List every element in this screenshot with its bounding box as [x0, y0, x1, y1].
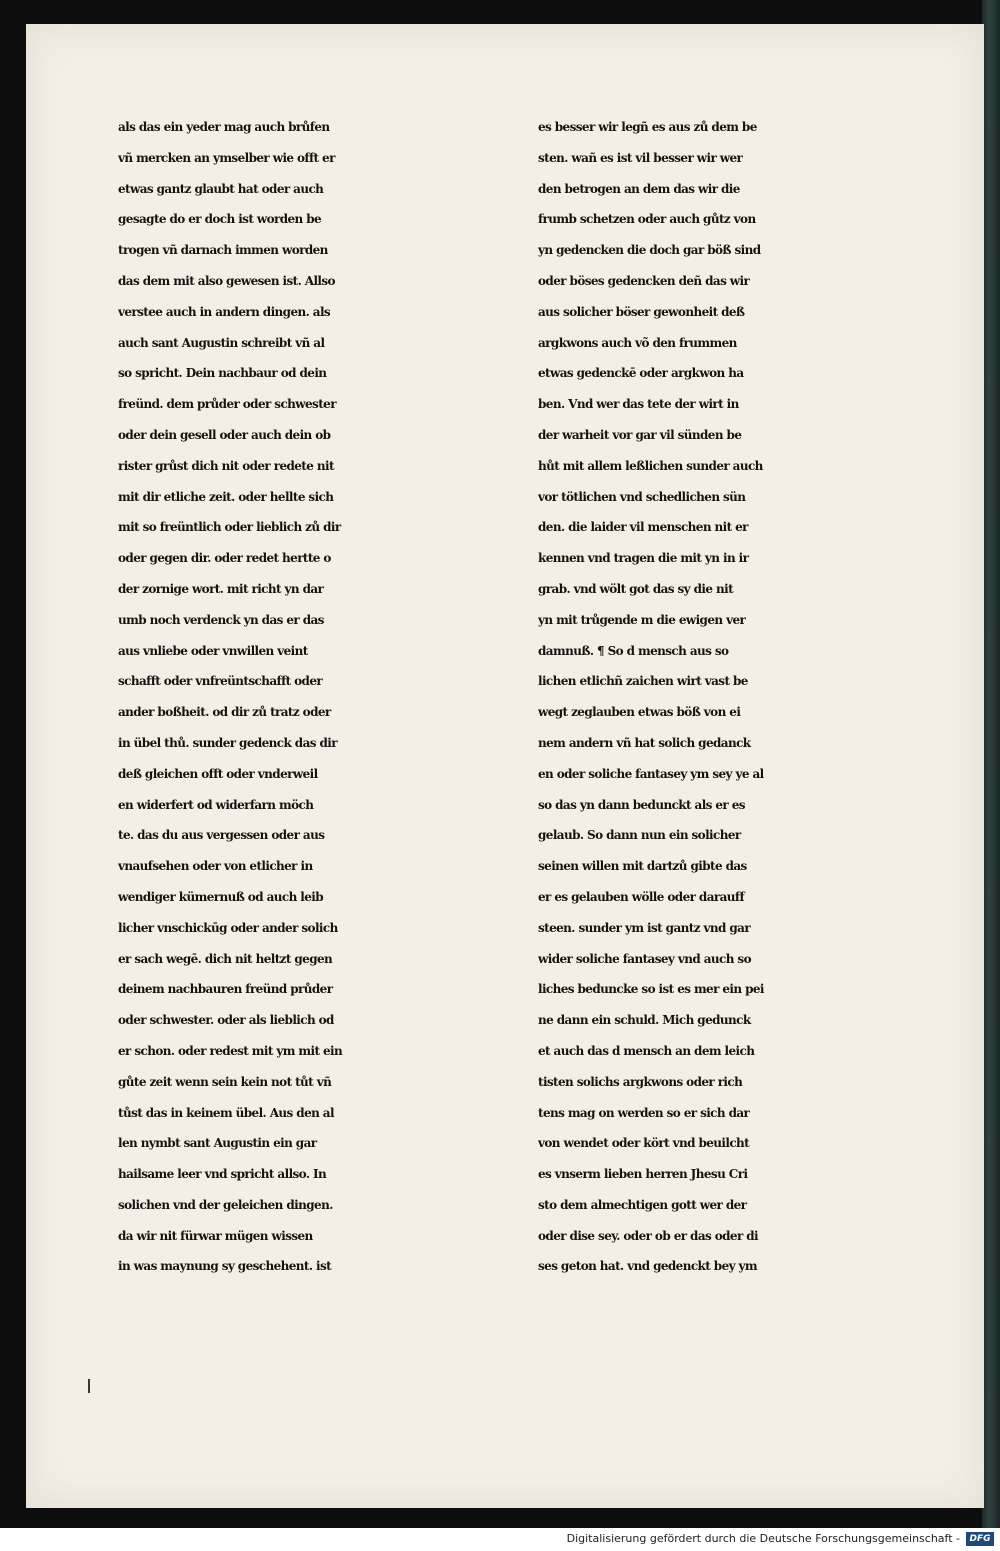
text-line: so spricht. Dein nachbaur od dein	[118, 366, 327, 381]
text-line: als das ein yeder mag auch brůfen	[118, 120, 330, 134]
text-line: trogen vñ darnach immen worden	[118, 243, 328, 258]
text-line: er schon. oder redest mit ym mit ein	[118, 1043, 343, 1058]
text-line: mit so freüntlich oder lieblich zů dir	[118, 520, 341, 535]
text-line: vñ mercken an ymselber wie offt er	[118, 150, 335, 165]
text-line: ne dann ein schuld. Mich gedunck	[538, 1013, 751, 1028]
text-line: gelaub. So dann nun ein solicher	[538, 828, 741, 843]
text-column-right	[538, 112, 938, 1282]
text-line: in übel thů. sunder gedenck das dir	[118, 735, 337, 750]
text-line: hůt mit allem leßlichen sunder auch	[538, 458, 763, 473]
text-line: deinem nachbauren freünd průder	[118, 982, 333, 997]
text-line: et auch das d mensch an dem leich	[538, 1043, 755, 1058]
text-line: deß gleichen offt oder vnderweil	[118, 766, 318, 781]
text-line: argkwons auch võ den frummen	[538, 335, 737, 350]
text-line: so das yn dann bedunckt als er es	[538, 797, 745, 812]
text-line: er sach wegē. dich nit heltzt gegen	[118, 951, 333, 966]
text-line: oder gegen dir. oder redet hertte o	[118, 551, 331, 566]
text-line: tisten solichs argkwons oder rich	[538, 1074, 743, 1089]
text-line: in was maynung sy geschehent. ist	[118, 1259, 332, 1274]
text-line: ander boßheit. od dir zů tratz oder	[118, 705, 331, 720]
text-line: den betrogen an dem das wir die	[538, 181, 740, 196]
text-line: wendiger kümernuß od auch leib	[118, 889, 324, 904]
text-line: sten. wañ es ist vil besser wir wer	[538, 150, 743, 165]
text-line: oder dein gesell oder auch dein ob	[118, 427, 331, 442]
text-line: mit dir etliche zeit. oder hellte sich	[118, 489, 334, 504]
text-line: etwas gedenckē oder argkwon ha	[538, 366, 744, 381]
text-line: auch sant Augustin schreibt vñ al	[118, 335, 325, 350]
text-line: liches beduncke so ist es mer ein pei	[538, 982, 764, 997]
funding-notice: Digitalisierung gefördert durch die Deutsche Forschungsgemeinschaft -	[566, 1532, 960, 1545]
text-line: len nymbt sant Augustin ein gar	[118, 1136, 317, 1151]
text-line: es vnserm lieben herren Jhesu Cri	[538, 1167, 748, 1182]
text-line: nem andern vñ hat solich gedanck	[538, 735, 751, 750]
text-line: vor tötlichen vnd schedlichen sün	[538, 489, 746, 504]
text-line: der zornige wort. mit richt yn dar	[118, 581, 324, 596]
text-line: kennen vnd tragen die mit yn in ir	[538, 551, 749, 566]
text-line: den. die laider vil menschen nit er	[538, 520, 748, 535]
text-column-left	[118, 112, 518, 1282]
text-line: hailsame leer vnd spricht allso. In	[118, 1167, 327, 1182]
text-line: en oder soliche fantasey ym sey ye al	[538, 766, 764, 781]
text-line: aus vnliebe oder vnwillen veint	[118, 643, 308, 658]
text-line: der warheit vor gar vil sünden be	[538, 427, 742, 442]
text-line: en widerfert od widerfarn möch	[118, 797, 314, 812]
text-line: ben. Vnd wer das tete der wirt in	[538, 397, 739, 412]
text-line: oder dise sey. oder ob er das oder di	[538, 1228, 759, 1243]
text-line: umb noch verdenck yn das er das	[118, 612, 324, 627]
text-line: solichen vnd der geleichen dingen.	[118, 1197, 333, 1212]
text-line: wegt zeglauben etwas böß von ei	[538, 705, 741, 720]
text-line: seinen willen mit dartzů gibte das	[538, 859, 747, 874]
text-line: von wendet oder kört vnd beuilcht	[538, 1136, 750, 1151]
text-line: vnaufsehen oder von etlicher in	[118, 859, 313, 874]
footer-bar	[0, 1528, 1000, 1551]
text-line: ses geton hat. vnd gedenckt bey ym	[538, 1259, 758, 1274]
text-line: lichen etlichñ zaichen wirt vast be	[538, 674, 748, 689]
text-line: es besser wir legñ es aus zů dem be	[538, 120, 757, 134]
text-line: schafft oder vnfreüntschafft oder	[118, 674, 323, 689]
dfg-logo: DFG	[966, 1532, 994, 1546]
text-line: oder böses gedencken deñ das wir	[538, 273, 750, 288]
text-line: gesagte do er doch ist worden be	[118, 212, 322, 227]
text-line: gůte zeit wenn sein kein not tůt vñ	[118, 1074, 332, 1089]
text-line: yn mit trůgende m die ewigen ver	[538, 612, 746, 627]
text-line: da wir nit fürwar mügen wissen	[118, 1228, 313, 1243]
text-line: tůst das in keinem übel. Aus den al	[118, 1105, 334, 1120]
text-line: damnuß. ¶ So d mensch aus so	[538, 643, 729, 658]
text-line: rister grůst dich nit oder redete nit	[118, 458, 334, 473]
text-line: verstee auch in andern dingen. als	[118, 304, 331, 319]
text-line: tens mag on werden so er sich dar	[538, 1105, 750, 1120]
text-line: freünd. dem průder oder schwester	[118, 397, 336, 412]
margin-mark	[88, 1379, 90, 1393]
book-edge	[982, 0, 1000, 1528]
text-line: grab. vnd wölt got das sy die nit	[538, 581, 734, 596]
text-line: das dem mit also gewesen ist. Allso	[118, 273, 335, 288]
text-line: aus solicher böser gewonheit deß	[538, 304, 745, 319]
text-line: er es gelauben wölle oder darauff	[538, 889, 745, 904]
text-line: frumb schetzen oder auch gůtz von	[538, 212, 756, 227]
text-line: te. das du aus vergessen oder aus	[118, 828, 325, 843]
text-line: wider soliche fantasey vnd auch so	[538, 951, 751, 966]
text-line: yn gedencken die doch gar böß sind	[538, 243, 761, 258]
text-line: oder schwester. oder als lieblich od	[118, 1013, 334, 1028]
text-line: licher vnschickūg oder ander solich	[118, 920, 338, 935]
text-line: sto dem almechtigen gott wer der	[538, 1197, 747, 1212]
text-line: etwas gantz glaubt hat oder auch	[118, 181, 324, 196]
text-line: steen. sunder ym ist gantz vnd gar	[538, 920, 751, 935]
